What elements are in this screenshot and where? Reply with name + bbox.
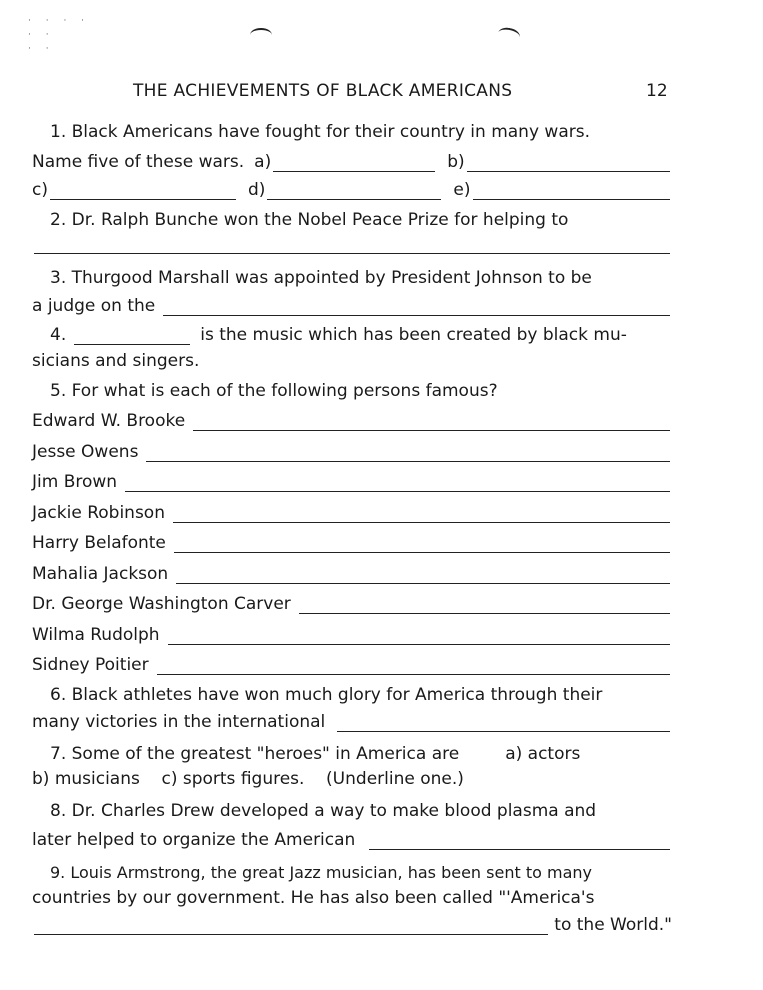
q5-person-label: Mahalia Jackson — [32, 564, 169, 584]
q9-line1 — [32, 858, 690, 882]
q5-person-blank[interactable] — [174, 536, 670, 553]
q1-text: 1. Black Americans have fought for their country in many wars. — [50, 122, 590, 142]
q1-b-blank[interactable] — [467, 155, 670, 172]
q1-b-label: b) — [447, 152, 465, 172]
q5-person-blank[interactable] — [146, 445, 670, 462]
q5-row — [32, 621, 672, 645]
q9-text2: countries by our government. He has also been called "'America's — [32, 888, 595, 908]
q5-text: 5. For what is each of the following persons famous? — [50, 381, 498, 401]
q3-line2 — [32, 292, 672, 316]
q1-c-blank[interactable] — [50, 183, 236, 200]
q1-line1 — [32, 118, 690, 142]
q1-e-blank[interactable] — [473, 183, 670, 200]
q3-text2: a judge on the — [32, 296, 156, 316]
q3-line1 — [32, 264, 690, 288]
q4-text: is the music which has been created by black mu- — [200, 325, 627, 345]
q4-line2 — [32, 347, 672, 371]
q1-line3 — [32, 176, 672, 200]
q5-person-label: Dr. George Washington Carver — [32, 594, 291, 614]
q5-person-label: Jackie Robinson — [32, 503, 165, 523]
q9-line2 — [32, 884, 672, 908]
q9-text: 9. Louis Armstrong, the great Jazz musician, has been sent to many — [50, 863, 592, 882]
q5-person-blank[interactable] — [173, 506, 670, 523]
q8-blank[interactable] — [369, 833, 670, 850]
page-title: THE ACHIEVEMENTS OF BLACK AMERICANS — [133, 81, 513, 101]
q5-row — [32, 499, 672, 523]
punch-hole-right — [497, 26, 521, 44]
q5-row — [32, 407, 672, 431]
q5-person-label: Jesse Owens — [32, 442, 139, 462]
scan-specks: · · · · · · · · — [28, 16, 91, 54]
q8-line1 — [32, 797, 690, 821]
q1-d-blank[interactable] — [267, 183, 441, 200]
q7-text: 7. Some of the greatest "heroes" in America are — [50, 744, 460, 764]
q4-line1 — [32, 321, 690, 345]
page-number: 12 — [646, 81, 668, 101]
q2-line2 — [32, 230, 672, 254]
q5-row — [32, 651, 672, 675]
q5-person-blank[interactable] — [125, 475, 670, 492]
q7-line1 — [32, 740, 690, 764]
q2-text: 2. Dr. Ralph Bunche won the Nobel Peace Prize for helping to — [50, 210, 569, 230]
q1-d-label: d) — [247, 180, 266, 200]
q3-blank[interactable] — [163, 299, 670, 316]
q5-line1 — [32, 377, 690, 401]
q4-number: 4. — [50, 325, 67, 345]
q1-e-label: e) — [453, 180, 471, 200]
q5-person-blank[interactable] — [168, 628, 670, 645]
q4-blank[interactable] — [74, 328, 190, 345]
q5-person-blank[interactable] — [193, 414, 670, 431]
q9-text3: to the World." — [554, 915, 672, 935]
q5-person-blank[interactable] — [299, 597, 670, 614]
q6-blank[interactable] — [337, 715, 670, 732]
q5-row — [32, 468, 672, 492]
q5-person-label: Sidney Poitier — [32, 655, 149, 675]
q1-prompt: Name five of these wars. — [32, 152, 245, 172]
q5-row — [32, 590, 672, 614]
q5-person-blank[interactable] — [157, 658, 670, 675]
q9-line3 — [32, 911, 672, 935]
q5-person-label: Edward W. Brooke — [32, 411, 186, 431]
q6-line2 — [32, 708, 672, 732]
q6-text: 6. Black athletes have won much glory for America through their — [50, 685, 603, 705]
punch-hole-left — [250, 28, 272, 42]
q5-person-blank[interactable] — [176, 567, 670, 584]
q5-row — [32, 560, 672, 584]
q9-blank[interactable] — [34, 918, 548, 935]
q7-options[interactable]: b) musicians c) sports figures. (Underline one.) — [32, 769, 464, 789]
q5-person-label: Harry Belafonte — [32, 533, 166, 553]
q7-option-a[interactable]: a) actors — [505, 744, 581, 764]
q5-row — [32, 529, 672, 553]
q1-c-label: c) — [32, 180, 48, 200]
q1-a-blank[interactable] — [273, 155, 435, 172]
q8-line2 — [32, 826, 672, 850]
q6-line1 — [32, 681, 690, 705]
q5-person-label: Jim Brown — [32, 472, 118, 492]
q1-line2 — [32, 148, 672, 172]
q8-text2: later helped to organize the American — [32, 830, 356, 850]
q8-text: 8. Dr. Charles Drew developed a way to make blood plasma and — [50, 801, 597, 821]
q7-line2 — [32, 765, 672, 789]
q2-blank[interactable] — [34, 237, 670, 254]
q3-text: 3. Thurgood Marshall was appointed by President Johnson to be — [50, 268, 592, 288]
q4-text2: sicians and singers. — [32, 351, 200, 371]
q1-a-label: a) — [254, 152, 272, 172]
q2-line1 — [32, 206, 690, 230]
q5-row — [32, 438, 672, 462]
q6-text2: many victories in the international — [32, 712, 326, 732]
q5-person-label: Wilma Rudolph — [32, 625, 160, 645]
